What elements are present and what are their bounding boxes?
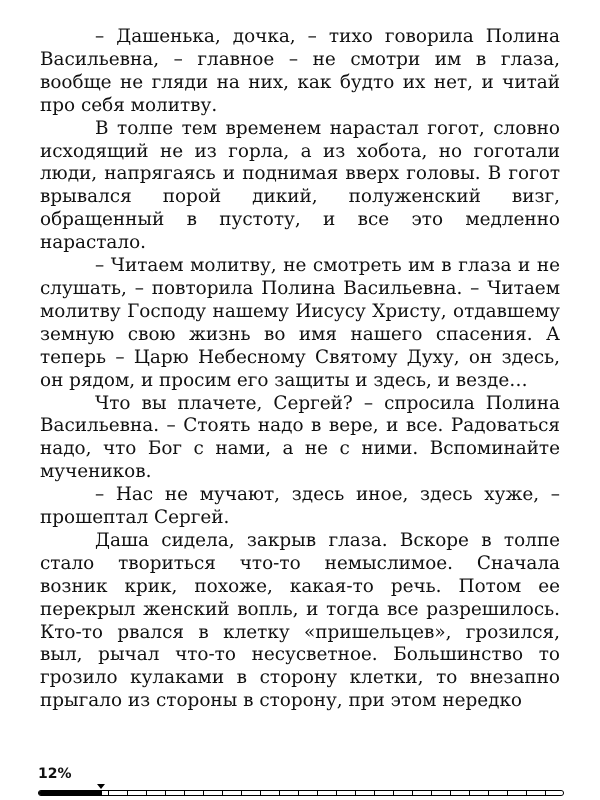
- paragraph: В толпе тем временем нарастал гогот, словно исходящий не из горла, а из хобота, но гоготали люди, напрягаясь и поднимая вверх головы. В гогот врывался порой дикий, полуженский визг, обращенный в пустоту, и все это медленно нарастало.: [40, 117, 560, 254]
- chapter-tick: [336, 791, 337, 795]
- chapter-tick: [146, 791, 147, 795]
- chapter-tick: [317, 791, 318, 795]
- chapter-tick: [545, 791, 546, 795]
- chapter-tick: [127, 791, 128, 795]
- chapter-tick: [393, 791, 394, 795]
- paragraph: Что вы плачете, Сергей? – спросила Полина Васильевна. – Стоять надо в вере, и все. Радоваться надо, что Бог с нами, а не с ними. Вспоминайте мучеников.: [40, 392, 560, 483]
- chapter-tick: [260, 791, 261, 795]
- paragraph: – Дашенька, дочка, – тихо говорила Полина Васильевна, – главное – не смотри им в глаза, вообще не гляди на них, как будто их нет, и читай про себя молитву.: [40, 26, 560, 116]
- chapter-tick: [108, 791, 109, 795]
- reader-footer: [0, 762, 600, 800]
- progress-position-marker-icon: [97, 784, 105, 789]
- chapter-tick: [374, 791, 375, 795]
- chapter-tick: [412, 791, 413, 795]
- chapter-tick: [184, 791, 185, 795]
- chapter-ticks: [38, 791, 564, 795]
- chapter-tick: [469, 791, 470, 795]
- chapter-tick: [431, 791, 432, 795]
- reading-page[interactable]: [40, 26, 560, 766]
- chapter-tick: [526, 791, 527, 795]
- chapter-tick: [279, 791, 280, 795]
- paragraph: – Нас не мучают, здесь иное, здесь хуже, – прошептал Сергей.: [40, 484, 560, 529]
- chapter-tick: [222, 791, 223, 795]
- chapter-tick: [241, 791, 242, 795]
- chapter-tick: [507, 791, 508, 795]
- chapter-tick: [298, 791, 299, 795]
- chapter-tick: [165, 791, 166, 795]
- chapter-tick: [203, 791, 204, 795]
- paragraph: – Читаем молитву, не смотреть им в глаза и не слушать, – повторила Полина Васильевна. – Читаем молитву Господу нашему Иисусу Христу, отдавшему земную свою жизнь во имя нашего спасения. А теперь – Царю Небесному Святому Духу, он здесь, он рядом, и просим его защиты и здесь, и везде…: [40, 255, 560, 391]
- chapter-tick: [450, 791, 451, 795]
- progress-percent: 12%: [38, 766, 72, 782]
- chapter-tick: [355, 791, 356, 795]
- paragraph: Даша сидела, закрыв глаза. Вскоре в толпе стало твориться что-то немыслимое. Сначала возник крик, похоже, какая-то речь. Потом ее перекрыл женский вопль, и тогда все разрешилось. Кто-то рвался в клетку «пришельцев», грозился, выл, рычал что-то несусветное. Большинство то грозило кулаками в сторону клетки, то внезапно прыгало из стороны в сторону, при этом нередко: [40, 529, 560, 712]
- chapter-tick: [488, 791, 489, 795]
